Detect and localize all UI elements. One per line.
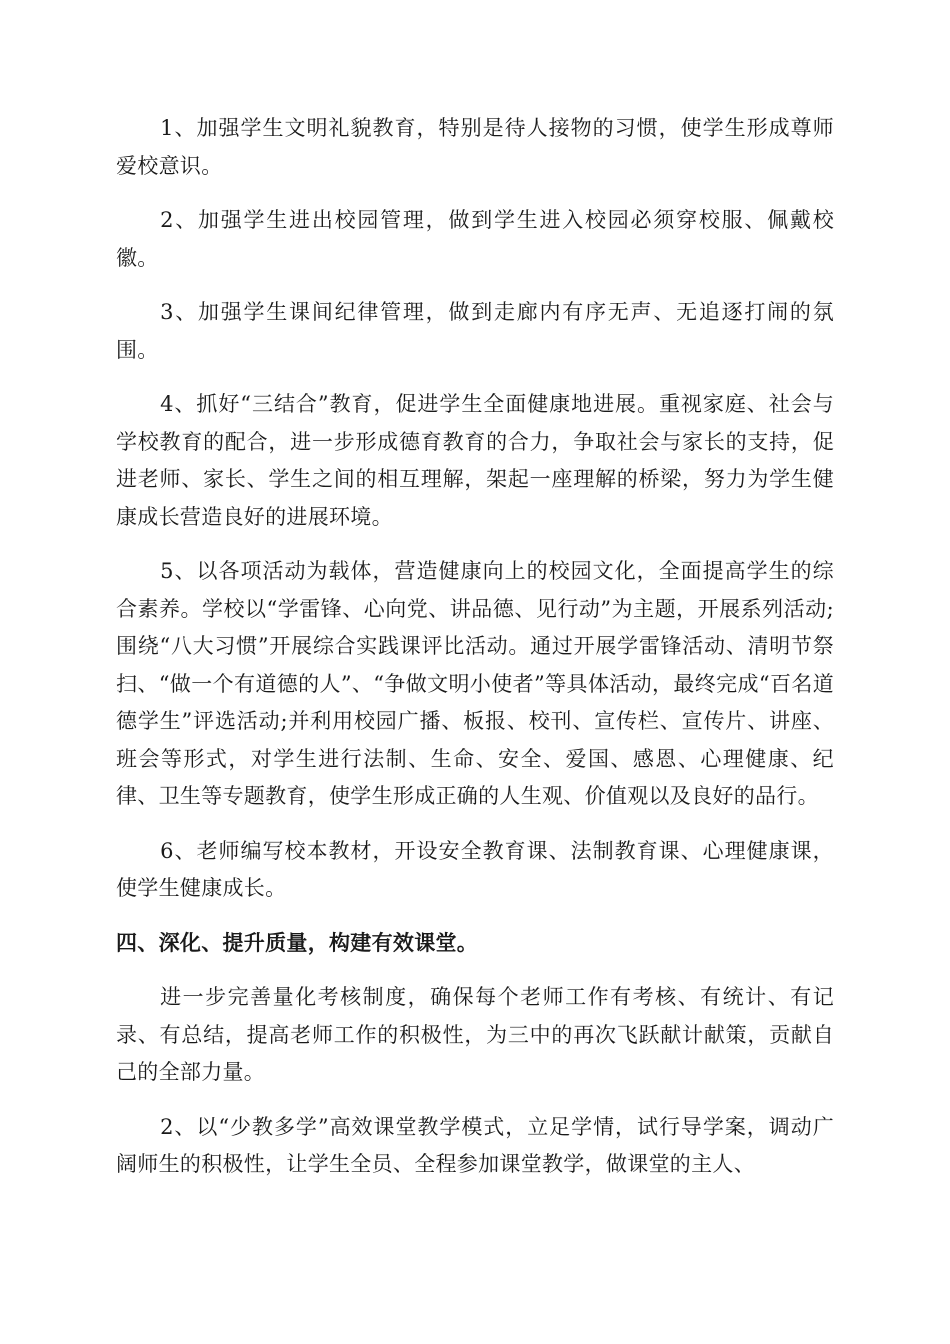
document-page: [116, 110, 834, 1201]
paragraph-item-1: 1、加强学生文明礼貌教育，特别是待人接物的习惯，使学生形成尊师爱校意识。: [116, 116, 834, 178]
paragraph-item-3: 3、加强学生课间纪律管理，做到走廊内有序无声、无追逐打闹的氛围。: [116, 300, 834, 362]
paragraph-item-4: 4、抓好“三结合”教育，促进学生全面健康地进展。重视家庭、社会与学校教育的配合，进一步形成德育教育的合力，争取社会与家长的支持，促进老师、家长、学生之间的相互理解，架起一座理解的桥梁，努力为学生健康成长营造良好的进展环境。: [116, 392, 834, 529]
section-heading: 四、深化、提升质量，构建有效课堂。: [116, 930, 479, 955]
paragraph-intro: 进一步完善量化考核制度，确保每个老师工作有考核、有统计、有记录、有总结，提高老师工作的积极性，为三中的再次飞跃献计献策，贡献自己的全部力量。: [116, 985, 834, 1084]
paragraph-item-6: 6、老师编写校本教材，开设安全教育课、法制教育课、心理健康课，使学生健康成长。: [116, 838, 834, 900]
paragraph-item-2-bottom: 2、以“少教多学”高效课堂教学模式，立足学情，试行导学案，调动广阔师生的积极性，让学生全员、全程参加课堂教学，做课堂的主人、: [116, 1114, 834, 1176]
paragraph-item-2: 2、加强学生进出校园管理，做到学生进入校园必须穿校服、佩戴校徽。: [116, 208, 834, 270]
paragraph-item-5: 5、以各项活动为载体，营造健康向上的校园文化，全面提高学生的综合素养。学校以“学雷锋、心向党、讲品德、见行动”为主题，开展系列活动;围绕“八大习惯”开展综合实践课评比活动。通过开展学雷锋活动、清明节祭扫、“做一个有道德的人”、“争做文明小使者”等具体活动，最终完成“百名道德学生”评选活动;并利用校园广播、板报、校刊、宣传栏、宣传片、讲座、班会等形式，对学生进行法制、生命、安全、爱国、感恩、心理健康、纪律、卫生等专题教育，使学生形成正确的人生观、价值观以及良好的品行。: [116, 559, 834, 808]
